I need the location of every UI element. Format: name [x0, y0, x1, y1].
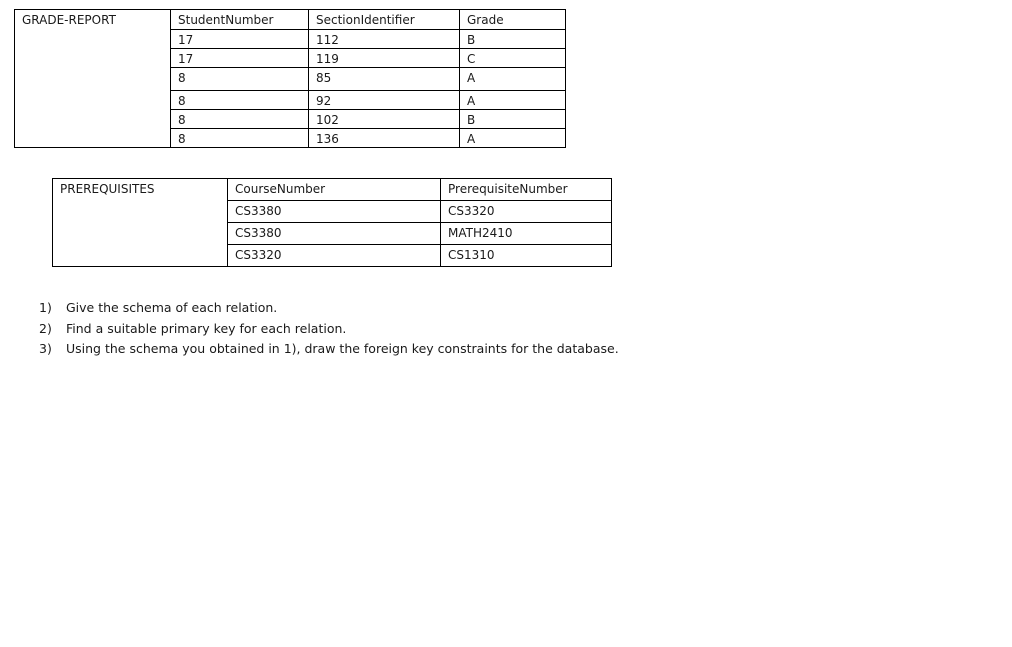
grade-report-relation-name: GRADE-REPORT	[15, 10, 171, 148]
grade-report-column-header: StudentNumber	[171, 10, 309, 30]
grade-cell: B	[460, 110, 566, 129]
grade-report-column-header: Grade	[460, 10, 566, 30]
section-identifier-cell: 92	[309, 91, 460, 110]
student-number-cell: 8	[171, 110, 309, 129]
course-number-cell: CS3380	[228, 223, 441, 245]
grade-report-column-header: SectionIdentifier	[309, 10, 460, 30]
list-item	[36, 319, 619, 340]
question-number: 3)	[39, 341, 52, 356]
student-number-cell: 8	[171, 129, 309, 148]
question-text: Using the schema you obtained in 1), draw the foreign key constraints for the database.	[66, 341, 619, 356]
grade-cell: A	[460, 68, 566, 91]
question-text: Give the schema of each relation.	[66, 300, 278, 315]
prerequisite-number-cell: MATH2410	[441, 223, 612, 245]
prerequisites-column-header: CourseNumber	[228, 179, 441, 201]
section-identifier-cell: 119	[309, 49, 460, 68]
grade-report-table	[14, 9, 566, 148]
grade-cell: A	[460, 129, 566, 148]
course-number-cell: CS3380	[228, 201, 441, 223]
list-item	[36, 298, 619, 319]
list-item	[36, 339, 619, 360]
course-number-cell: CS3320	[228, 245, 441, 267]
grade-cell: B	[460, 30, 566, 49]
prerequisites-table	[52, 178, 612, 267]
prerequisites-header-row	[53, 179, 612, 201]
section-identifier-cell: 112	[309, 30, 460, 49]
student-number-cell: 17	[171, 30, 309, 49]
question-number: 1)	[39, 300, 52, 315]
section-identifier-cell: 136	[309, 129, 460, 148]
prerequisite-number-cell: CS3320	[441, 201, 612, 223]
questions-list	[36, 298, 619, 360]
question-number: 2)	[39, 320, 52, 336]
section-identifier-cell: 85	[309, 68, 460, 91]
prerequisites-column-header: PrerequisiteNumber	[441, 179, 612, 201]
grade-cell: A	[460, 91, 566, 110]
grade-report-header-row	[15, 10, 566, 30]
prerequisite-number-cell: CS1310	[441, 245, 612, 267]
student-number-cell: 17	[171, 49, 309, 68]
student-number-cell: 8	[171, 91, 309, 110]
grade-cell: C	[460, 49, 566, 68]
question-text: Find a suitable primary key for each relation.	[66, 320, 347, 336]
student-number-cell: 8	[171, 68, 309, 91]
prerequisites-relation-name: PREREQUISITES	[53, 179, 228, 267]
section-identifier-cell: 102	[309, 110, 460, 129]
